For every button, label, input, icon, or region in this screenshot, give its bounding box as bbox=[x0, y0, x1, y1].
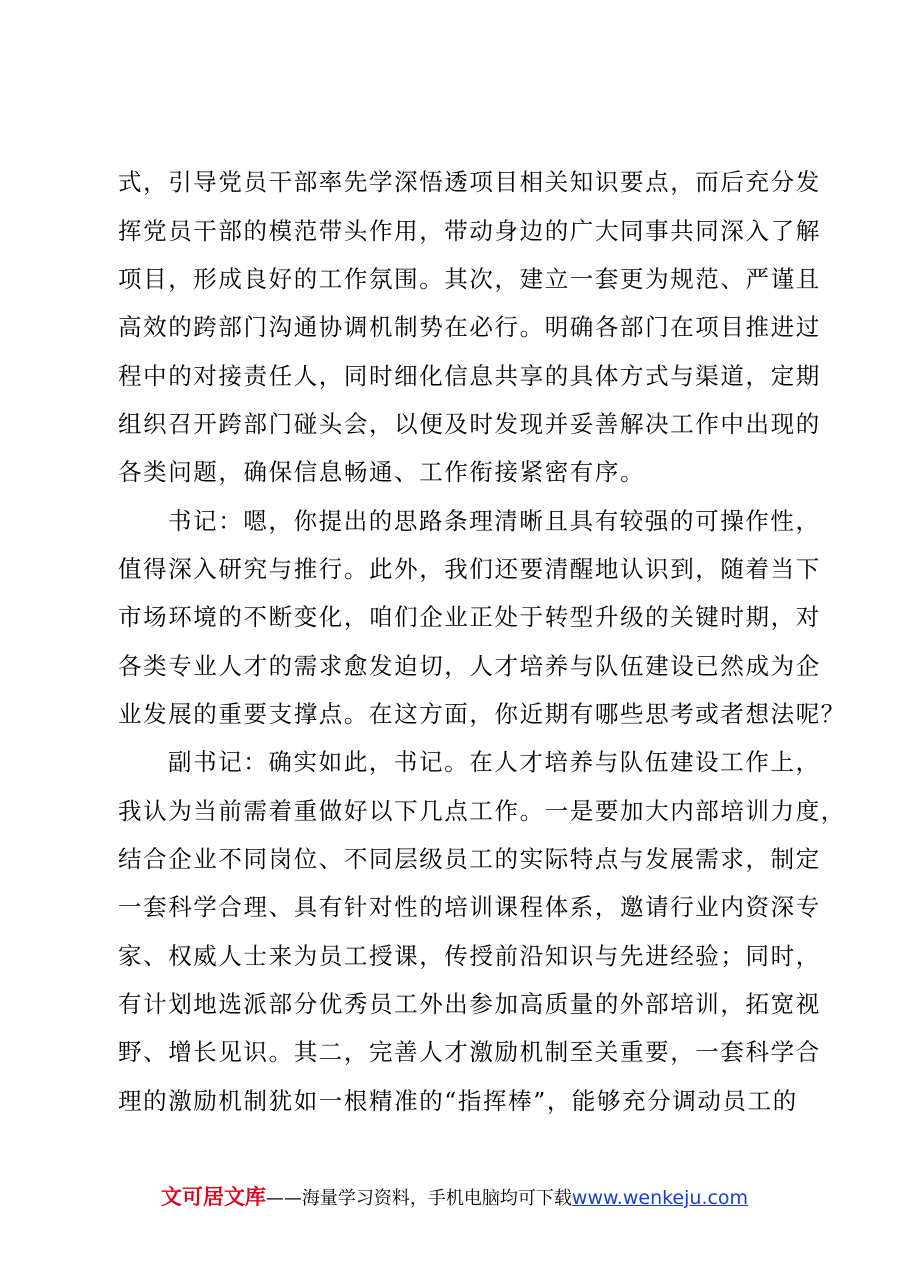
text-line-2: 挥党员干部的模范带头作用，带动身边的广大同事共同深入了解 bbox=[118, 217, 821, 245]
text-line-19: 野、增长见识。其二，完善人才激励机制至关重要，一套科学合 bbox=[118, 1038, 821, 1066]
text-line-7: 各类问题，确保信息畅通、工作衔接紧密有序。 bbox=[118, 458, 646, 486]
text-line-8: 书记：嗯，你提出的思路条理清晰且具有较强的可操作性， bbox=[168, 507, 821, 535]
footer-brand: 文可居文库 bbox=[160, 1185, 266, 1209]
text-line-13: 副书记：确实如此，书记。在人才培养与队伍建设工作上， bbox=[168, 748, 821, 776]
text-line-12: 业发展的重要支撑点。在这方面，你近期有哪些思考或者想法呢？ bbox=[118, 700, 846, 728]
text-line-6: 组织召开跨部门碰头会，以便及时发现并妥善解决工作中出现的 bbox=[118, 410, 821, 438]
text-line-5: 程中的对接责任人，同时细化信息共享的具体方式与渠道，定期 bbox=[118, 362, 821, 390]
text-line-18: 有计划地选派部分优秀员工外出参加高质量的外部培训，拓宽视 bbox=[118, 990, 821, 1018]
footer-site-link[interactable]: www.wenkeju.com bbox=[571, 1187, 749, 1209]
page-footer bbox=[0, 1180, 909, 1214]
text-line-4: 高效的跨部门沟通协调机制势在必行。明确各部门在项目推进过 bbox=[118, 313, 821, 341]
footer-tagline: ——海量学习资料，手机电脑均可下载 bbox=[265, 1188, 572, 1209]
text-line-3: 项目，形成良好的工作氛围。其次，建立一套更为规范、严谨且 bbox=[118, 265, 821, 293]
text-line-17: 家、权威人士来为员工授课，传授前沿知识与先进经验；同时， bbox=[118, 942, 821, 970]
text-line-14: 我认为当前需着重做好以下几点工作。一是要加大内部培训力度， bbox=[118, 797, 846, 825]
text-line-1: 式，引导党员干部率先学深悟透项目相关知识要点，而后充分发 bbox=[118, 168, 821, 196]
text-line-20: 理的激励机制犹如一根精准的“指挥棒”，能够充分调动员工的 bbox=[118, 1087, 798, 1115]
text-line-9: 值得深入研究与推行。此外，我们还要清醒地认识到，随着当下 bbox=[118, 555, 821, 583]
text-line-11: 各类专业人才的需求愈发迫切，人才培养与队伍建设已然成为企 bbox=[118, 652, 821, 680]
text-line-16: 一套科学合理、具有针对性的培训课程体系，邀请行业内资深专 bbox=[118, 893, 821, 921]
text-line-10: 市场环境的不断变化，咱们企业正处于转型升级的关键时期，对 bbox=[118, 603, 821, 631]
text-line-15: 结合企业不同岗位、不同层级员工的实际特点与发展需求，制定 bbox=[118, 845, 821, 873]
